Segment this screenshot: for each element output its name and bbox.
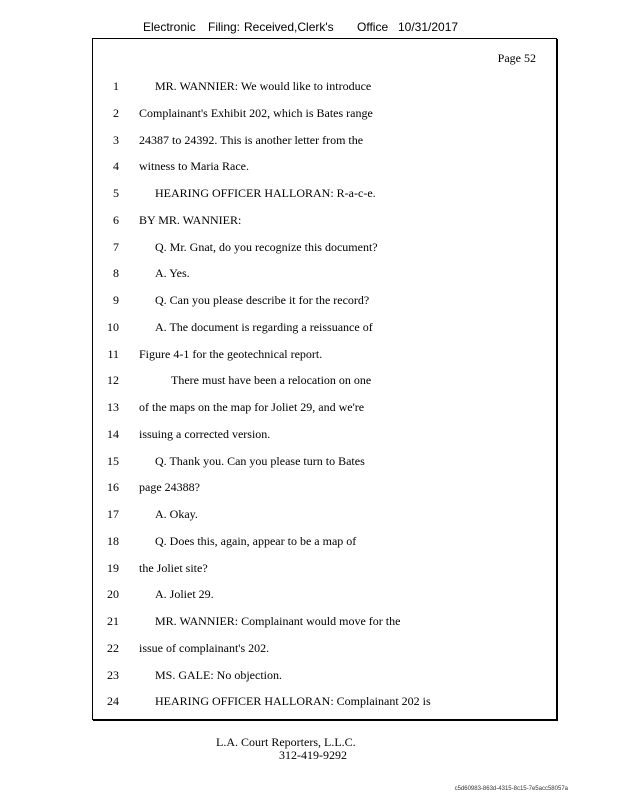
line-number: 5 — [113, 186, 119, 200]
line-text: There must have been a relocation on one — [171, 373, 372, 388]
line-text: Q. Does this, again, appear to be a map of — [155, 533, 357, 548]
line-number: 6 — [113, 212, 119, 227]
line-text: Complainant's Exhibit 202, which is Bates range — [139, 105, 373, 120]
line-text: the Joliet site? — [139, 560, 208, 575]
line-number: 21 — [107, 614, 119, 628]
line-number: 18 — [107, 533, 119, 548]
line-number: 8 — [113, 266, 119, 281]
line-text: page 24388? — [139, 480, 200, 495]
line-number: 2 — [113, 105, 119, 120]
line-number: 4 — [113, 159, 119, 174]
line-text: Q. Mr. Gnat, do you recognize this document? — [155, 239, 378, 254]
footer-phone: 312-419-9292 — [279, 748, 347, 762]
line-number: 23 — [107, 667, 119, 682]
line-number: 17 — [107, 507, 119, 521]
line-number: 3 — [113, 132, 119, 147]
line-text: Figure 4-1 for the geotechnical report. — [139, 346, 323, 361]
line-text: Q. Can you please describe it for the record? — [155, 293, 370, 307]
line-number: 9 — [113, 293, 119, 307]
line-text: issue of complainant's 202. — [139, 640, 270, 655]
line-number: 15 — [107, 453, 119, 468]
line-text: A. The document is regarding a reissuance of — [155, 319, 373, 334]
line-text: issuing a corrected version. — [139, 426, 271, 441]
line-number: 24 — [107, 694, 119, 709]
line-text: of the maps on the map for Joliet 29, and we're — [139, 400, 365, 414]
line-text: BY MR. WANNIER: — [139, 212, 242, 227]
header-received-clerks: Received,Clerk's — [244, 20, 334, 34]
document-hash: c5d60983-863d-4315-8c15-7e5acc58057a — [454, 786, 568, 792]
line-number: 22 — [107, 640, 119, 655]
line-text: MR. WANNIER: We would like to introduce — [155, 79, 372, 93]
header-date: 10/31/2017 — [398, 20, 459, 34]
line-number: 10 — [107, 319, 119, 334]
line-text: A. Yes. — [155, 266, 190, 281]
line-text: 24387 to 24392. This is another letter from the — [139, 132, 364, 147]
line-number: 19 — [107, 560, 119, 575]
line-number: 1 — [113, 79, 119, 93]
line-number: 11 — [107, 346, 119, 361]
filing-header — [0, 20, 618, 36]
header-electronic: Electronic — [143, 20, 196, 34]
line-number: 12 — [107, 373, 119, 388]
line-number: 14 — [107, 426, 119, 441]
header-filing: Filing: — [208, 20, 241, 34]
line-text: Q. Thank you. Can you please turn to Bates — [155, 453, 365, 468]
line-number: 13 — [107, 400, 119, 414]
line-text: A. Okay. — [155, 507, 198, 521]
footer-company: L.A. Court Reporters, L.L.C. — [216, 735, 356, 749]
line-text: A. Joliet 29. — [155, 587, 214, 602]
line-text: HEARING OFFICER HALLORAN: Complainant 202 is — [155, 694, 431, 709]
header-office: Office — [357, 20, 389, 34]
line-text: MR. WANNIER: Complainant would move for the — [155, 614, 401, 628]
line-text: MS. GALE: No objection. — [155, 667, 282, 682]
line-number: 16 — [107, 480, 119, 495]
page-number: Page 52 — [497, 51, 536, 65]
transcript-page-frame — [92, 38, 557, 720]
line-text: witness to Maria Race. — [139, 159, 249, 174]
line-number: 20 — [107, 587, 119, 602]
line-text: HEARING OFFICER HALLORAN: R-a-c-e. — [155, 186, 376, 200]
line-number: 7 — [113, 239, 119, 254]
